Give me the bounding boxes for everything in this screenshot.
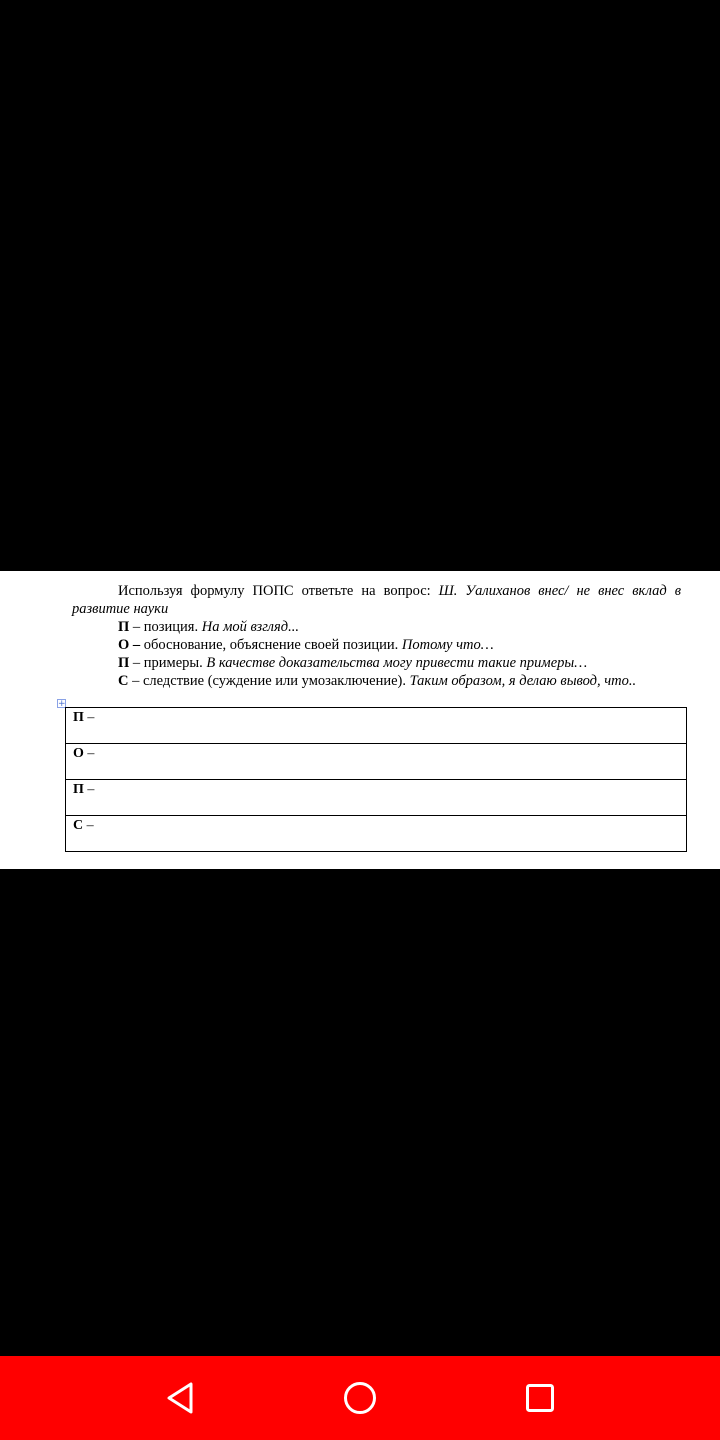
document-page <box>0 571 720 869</box>
answer-cell-conclusion[interactable]: С – <box>66 816 687 852</box>
back-button[interactable] <box>160 1378 200 1418</box>
table-move-handle-icon[interactable]: + <box>58 699 66 709</box>
table-row <box>66 816 687 852</box>
table-row <box>66 744 687 780</box>
task-instruction: Используя формулу ПОПС ответьте на вопрос: <box>118 583 431 599</box>
table-row <box>66 708 687 744</box>
formula-description: примеры. <box>143 655 203 671</box>
formula-letter: П <box>118 655 130 671</box>
formula-prompt: Потому что… <box>401 637 494 653</box>
formula-description: следствие (суждение или умозаключение). <box>142 673 406 689</box>
system-navigation-bar <box>0 1356 720 1440</box>
answer-cell-reasoning[interactable]: О – <box>66 744 687 780</box>
home-circle-icon <box>343 1381 377 1415</box>
answer-cell-examples[interactable]: П – <box>66 780 687 816</box>
formula-item-examples: П – примеры. В качестве доказательства могу привести такие примеры… <box>118 655 588 671</box>
back-triangle-icon <box>166 1382 194 1414</box>
task-instruction-line-1 <box>118 582 681 600</box>
formula-letter: П <box>118 619 130 635</box>
formula-item-conclusion: С – следствие (суждение или умозаключение). Таким образом, я делаю вывод, что.. <box>118 673 637 689</box>
formula-item-position: П – позиция. На мой взгляд... <box>118 619 299 635</box>
formula-description: позиция. <box>143 619 199 635</box>
answer-cell-position[interactable]: П – <box>66 708 687 744</box>
recent-apps-square-icon <box>525 1383 555 1413</box>
formula-item-reasoning: О – обоснование, объяснение своей позиции. Потому что… <box>118 637 494 653</box>
table-row <box>66 780 687 816</box>
formula-letter: С <box>118 673 129 689</box>
home-button[interactable] <box>340 1378 380 1418</box>
task-question-part-2: развитие науки <box>72 601 169 617</box>
recent-apps-button[interactable] <box>520 1378 560 1418</box>
task-question-part-1: Ш. Уалиханов внес/ не внес вклад в <box>438 583 681 599</box>
answer-table <box>65 707 687 852</box>
formula-prompt: Таким образом, я делаю вывод, что.. <box>409 673 637 689</box>
formula-prompt: На мой взгляд... <box>201 619 299 635</box>
formula-prompt: В качестве доказательства могу привести такие примеры… <box>206 655 588 671</box>
formula-letter: О <box>118 637 130 653</box>
formula-description: обоснование, объяснение своей позиции. <box>143 637 399 653</box>
